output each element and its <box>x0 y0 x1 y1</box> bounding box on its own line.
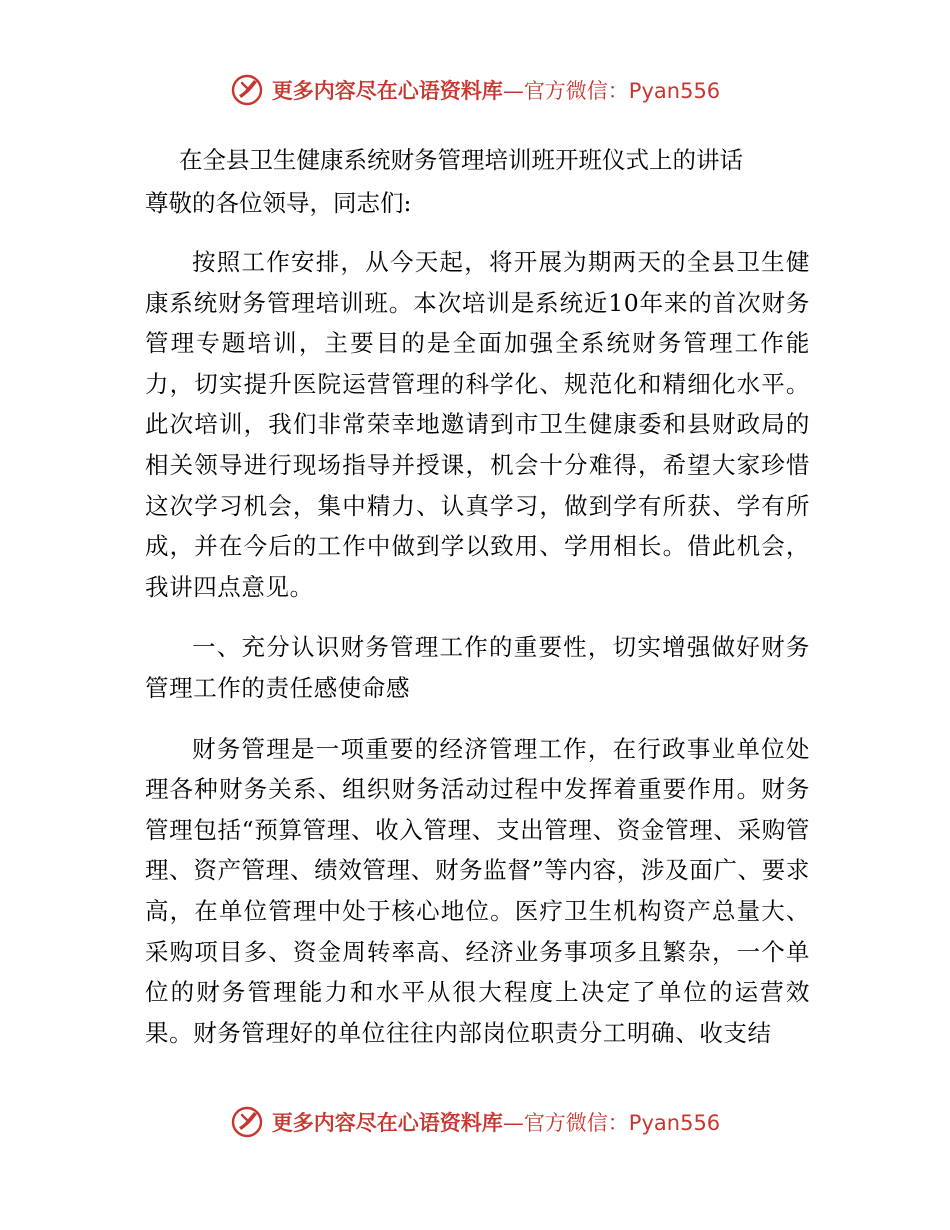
salutation: 尊敬的各位领导，同志们: <box>145 189 412 217</box>
banner-wechat: —官方微信：Pyan556 <box>502 1111 721 1135</box>
paragraph-intro: 按照工作安排，从今天起，将开展为期两天的全县卫生健康系统财务管理培训班。本次培训是系统近10年来的首次财务管理专题培训，主要目的是全面加强全系统财务管理工作能力，切实提升医院运营管理的科学化、规范化和精细化水平。此次培训，我们非常荣幸地邀请到市卫生健康委和县财政局的相关领导进行现场指导并授课，机会十分难得，希望大家珍惜这次学习机会，集中精力、认真学习，做到学有所获、学有所成，并在今后的工作中做到学以致用、学用相长。借此机会，我讲四点意见。 <box>145 248 810 601</box>
banner-wechat: —官方微信：Pyan556 <box>502 79 721 103</box>
banner-text <box>272 1107 720 1137</box>
paragraph-section-1: 财务管理是一项重要的经济管理工作，在行政事业单位处理各种财务关系、组织财务活动过程中发挥着重要作用。财务管理包括“预算管理、收入管理、支出管理、资金管理、采购管理、资产管理、绩效管理、财务监督”等内容，涉及面广、要求高，在单位管理中处于核心地位。医疗卫生机构资产总量大、采购项目多、资金周转率高、经济业务事项多且繁杂，一个单位的财务管理能力和水平从很大程度上决定了单位的运营效果。财务管理好的单位往往内部岗位职责分工明确、收支结 <box>145 734 810 1047</box>
banner-title: 更多内容尽在心语资料库 <box>271 1111 503 1135</box>
document-body <box>145 140 810 1053</box>
banner-title: 更多内容尽在心语资料库 <box>271 79 503 103</box>
brand-logo-icon <box>230 1104 266 1140</box>
header-watermark-banner <box>0 68 950 112</box>
brand-logo-icon <box>230 72 266 108</box>
footer-watermark-banner <box>0 1100 950 1144</box>
banner-text <box>272 75 720 105</box>
section-heading-1: 一、充分认识财务管理工作的重要性，切实增强做好财务管理工作的责任感使命感 <box>145 633 810 702</box>
document-title: 在全县卫生健康系统财务管理培训班开班仪式上的讲话 <box>179 146 743 174</box>
